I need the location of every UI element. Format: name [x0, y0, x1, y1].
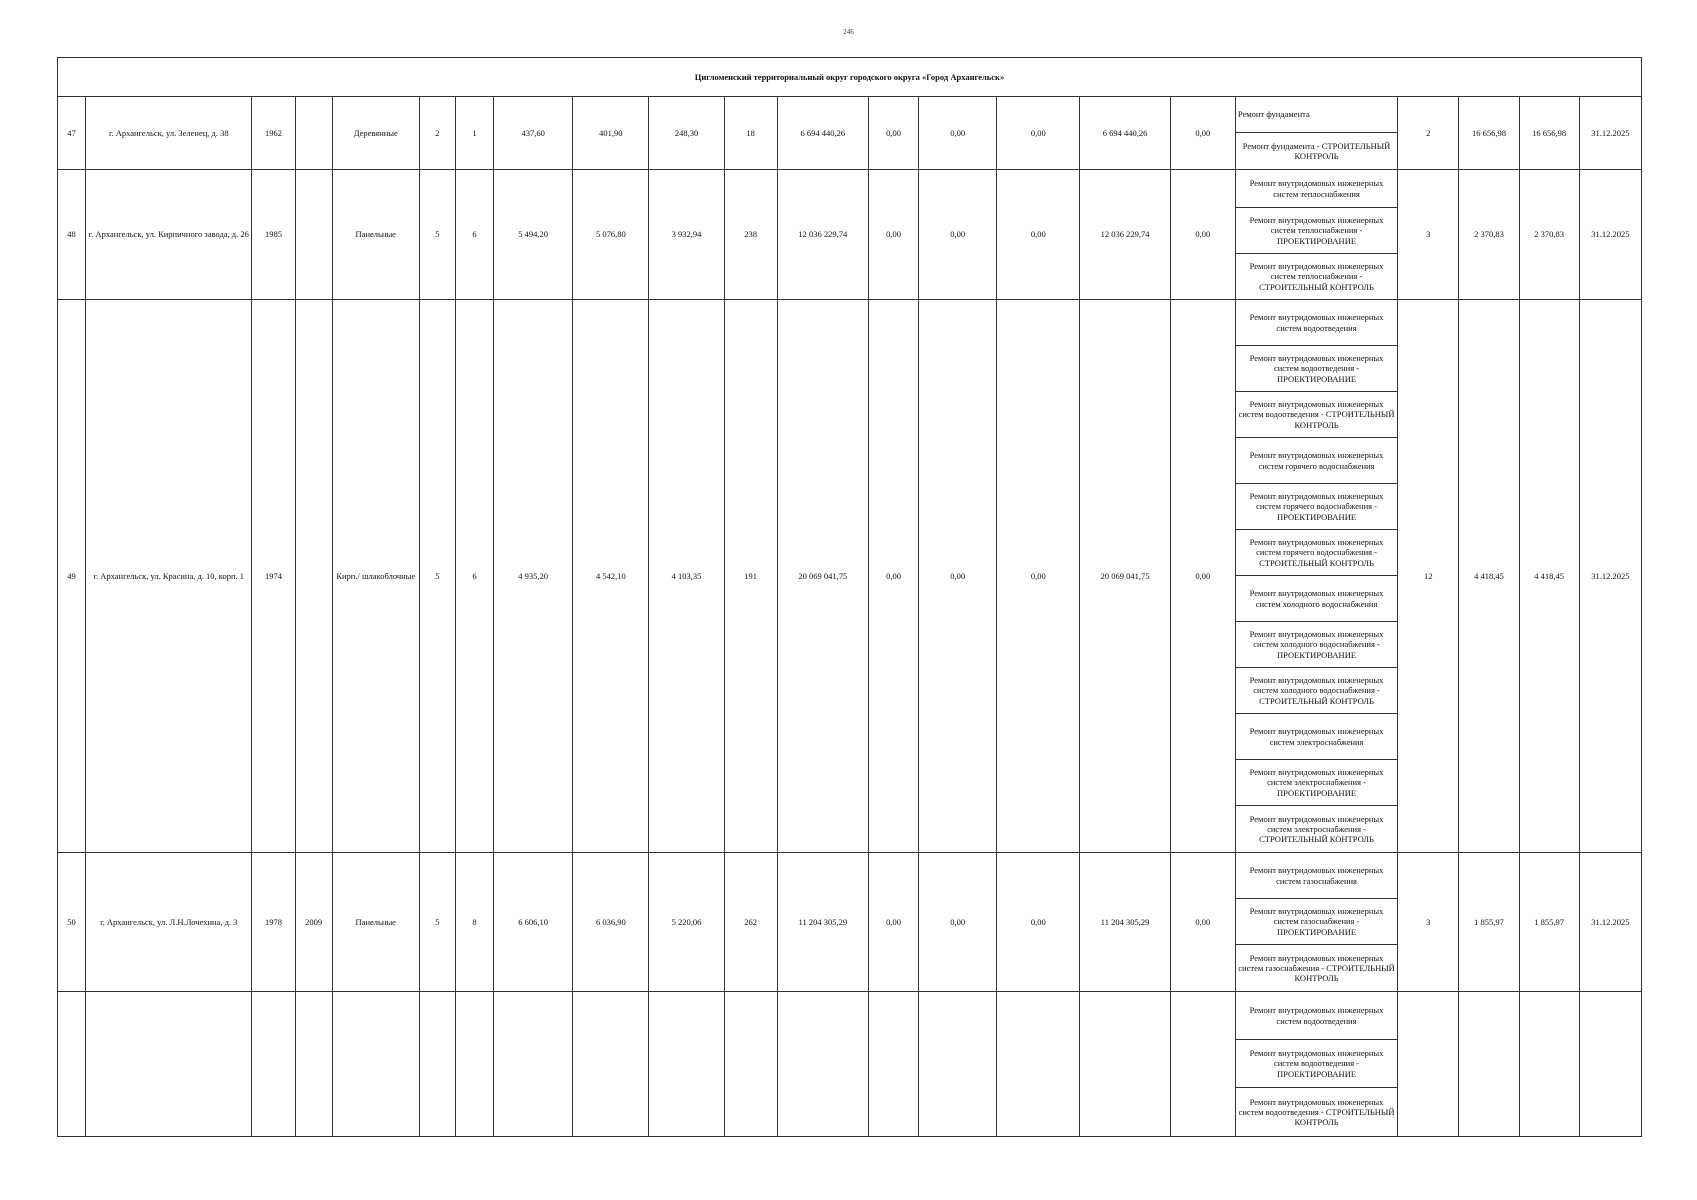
cell-works	[1235, 300, 1397, 853]
cell-year-built: 1974	[252, 300, 295, 853]
work-item: Ремонт внутридомовых инженерных систем водоотведения - СТРОИТЕЛЬНЫЙ КОНТРОЛЬ	[1238, 1096, 1395, 1128]
work-item: Ремонт внутридомовых инженерных систем водоотведения	[1236, 300, 1397, 346]
cell-material: Панельные	[332, 853, 419, 992]
table-row	[58, 97, 1642, 170]
cell-cost-other	[1170, 992, 1235, 1137]
cell-residents: 238	[724, 170, 777, 300]
cell-unit-cost-limit: 1 855,97	[1519, 853, 1579, 992]
cell-cost-other: 0,00	[1170, 170, 1235, 300]
cell-entrances: 6	[455, 170, 493, 300]
cell-works	[1235, 97, 1397, 170]
cell-unit-cost-limit: 4 418,45	[1519, 300, 1579, 853]
cell-material: Деревянные	[332, 97, 419, 170]
cell-cost-local	[997, 992, 1080, 1137]
section-title: Цигломенский территориальный округ городского округа «Город Архангельск»	[58, 58, 1642, 97]
work-item: Ремонт внутридомовых инженерных систем холодного водоснабжения	[1236, 576, 1397, 622]
cell-unit-cost: 16 656,98	[1459, 97, 1519, 170]
work-item: Ремонт фундамента - СТРОИТЕЛЬНЫЙ КОНТРОЛЬ	[1242, 140, 1391, 161]
page-bottom-margin	[0, 1148, 1697, 1200]
cell-cost-fund: 0,00	[868, 97, 918, 170]
cell-area-owned: 248,30	[649, 97, 724, 170]
cell-entrances: 8	[455, 853, 493, 992]
cell-area-owned: 4 103,35	[649, 300, 724, 853]
cell-area-total: 437,60	[494, 97, 573, 170]
cell-cost-fund: 0,00	[868, 300, 918, 853]
cell-deadline: 31.12.2025	[1579, 300, 1641, 853]
work-item: Ремонт внутридомовых инженерных систем водоотведения - СТРОИТЕЛЬНЫЙ КОНТРОЛЬ	[1236, 392, 1397, 438]
work-item: Ремонт внутридомовых инженерных систем газоснабжения	[1236, 853, 1397, 899]
cell-area-total: 5 494,20	[494, 170, 573, 300]
cell-num	[58, 992, 86, 1137]
cell-material	[332, 992, 419, 1137]
cell-cost-owners: 20 069 041,75	[1080, 300, 1170, 853]
cell-cost-region: 0,00	[919, 300, 997, 853]
cell-area-living: 6 036,90	[573, 853, 649, 992]
cell-cost-region: 0,00	[919, 97, 997, 170]
cell-year-overhaul	[295, 97, 332, 170]
cell-residents: 18	[724, 97, 777, 170]
cell-cost-region: 0,00	[919, 853, 997, 992]
cell-address: г. Архангельск, ул. Кирпичного завода, д. 26	[86, 170, 252, 300]
cell-cost-fund	[868, 992, 918, 1137]
cell-num: 50	[58, 853, 86, 992]
cell-entrances: 6	[455, 300, 493, 853]
cell-material: Панельные	[332, 170, 419, 300]
work-item: Ремонт внутридомовых инженерных систем холодного водоснабжения - ПРОЕКТИРОВАНИЕ	[1236, 622, 1397, 668]
work-item: Ремонт фундамента	[1236, 97, 1397, 133]
work-item: Ремонт внутридомовых инженерных систем горячего водоснабжения - ПРОЕКТИРОВАНИЕ	[1236, 484, 1397, 530]
cell-area-total	[494, 992, 573, 1137]
page-number: 246	[843, 28, 854, 36]
cell-unit-cost-limit: 16 656,98	[1519, 97, 1579, 170]
cell-unit-cost-limit: 2 370,83	[1519, 170, 1579, 300]
cell-cost-total: 12 036 229,74	[777, 170, 868, 300]
cell-unit-cost-limit	[1519, 992, 1579, 1137]
cell-deadline	[1579, 992, 1641, 1137]
work-item: Ремонт внутридомовых инженерных систем газоснабжения - СТРОИТЕЛЬНЫЙ КОНТРОЛЬ	[1238, 952, 1395, 984]
cell-work-count	[1398, 992, 1459, 1137]
cell-address	[86, 992, 252, 1137]
cell-address: г. Архангельск, ул. Зеленец, д. 38	[86, 97, 252, 170]
cell-cost-fund: 0,00	[868, 170, 918, 300]
cell-area-living	[573, 992, 649, 1137]
cell-cost-region: 0,00	[919, 170, 997, 300]
cell-area-owned: 5 220,06	[649, 853, 724, 992]
cell-cost-total: 11 204 305,29	[777, 853, 868, 992]
cell-floors: 5	[419, 300, 455, 853]
cell-cost-local: 0,00	[997, 170, 1080, 300]
cell-work-count: 2	[1398, 97, 1459, 170]
cell-floors	[419, 992, 455, 1137]
cell-year-built: 1985	[252, 170, 295, 300]
work-item: Ремонт внутридомовых инженерных систем теплоснабжения - СТРОИТЕЛЬНЫЙ КОНТРОЛЬ	[1249, 261, 1384, 292]
work-item: Ремонт внутридомовых инженерных систем теплоснабжения - ПРОЕКТИРОВАНИЕ	[1236, 208, 1397, 254]
cell-year-built: 1962	[252, 97, 295, 170]
cell-works	[1235, 992, 1397, 1137]
cell-floors: 5	[419, 170, 455, 300]
cell-deadline: 31.12.2025	[1579, 97, 1641, 170]
cell-year-built	[252, 992, 295, 1137]
cell-cost-local: 0,00	[997, 97, 1080, 170]
cell-address: г. Архангельск, ул. Л.Н.Лочехина, д. 3	[86, 853, 252, 992]
cell-year-overhaul	[295, 170, 332, 300]
cell-cost-other: 0,00	[1170, 853, 1235, 992]
cell-area-owned: 3 932,94	[649, 170, 724, 300]
cell-cost-other: 0,00	[1170, 300, 1235, 853]
cell-area-living: 5 076,80	[573, 170, 649, 300]
work-item: Ремонт внутридомовых инженерных систем холодного водоснабжения - СТРОИТЕЛЬНЫЙ КОНТРОЛЬ	[1236, 668, 1397, 714]
cell-residents: 262	[724, 853, 777, 992]
table-row	[58, 300, 1642, 853]
cell-cost-local: 0,00	[997, 853, 1080, 992]
capital-repair-table	[57, 57, 1642, 1137]
cell-entrances: 1	[455, 97, 493, 170]
cell-address: г. Архангельск, ул. Красина, д. 10, корп. 1	[86, 300, 252, 853]
cell-material: Кирп./ шлакоблочные	[332, 300, 419, 853]
section-header-row	[58, 58, 1642, 97]
cell-cost-other: 0,00	[1170, 97, 1235, 170]
cell-unit-cost	[1459, 992, 1519, 1137]
cell-unit-cost: 2 370,83	[1459, 170, 1519, 300]
work-item: Ремонт внутридомовых инженерных систем горячего водоснабжения	[1236, 438, 1397, 484]
cell-cost-region	[919, 992, 997, 1137]
cell-num: 47	[58, 97, 86, 170]
cell-year-built: 1978	[252, 853, 295, 992]
cell-cost-owners: 6 694 440,26	[1080, 97, 1170, 170]
cell-area-total: 6 606,10	[494, 853, 573, 992]
table-row	[58, 170, 1642, 300]
work-item: Ремонт внутридомовых инженерных систем водоотведения	[1236, 992, 1397, 1040]
cell-area-living: 401,90	[573, 97, 649, 170]
cell-cost-owners: 12 036 229,74	[1080, 170, 1170, 300]
cell-cost-total	[777, 992, 868, 1137]
cell-works	[1235, 853, 1397, 992]
work-item: Ремонт внутридомовых инженерных систем электроснабжения - ПРОЕКТИРОВАНИЕ	[1236, 760, 1397, 806]
cell-deadline: 31.12.2025	[1579, 853, 1641, 992]
cell-work-count: 3	[1398, 853, 1459, 992]
work-item: Ремонт внутридомовых инженерных систем теплоснабжения	[1236, 170, 1397, 208]
work-item: Ремонт внутридомовых инженерных систем электроснабжения	[1236, 714, 1397, 760]
cell-year-overhaul	[295, 300, 332, 853]
cell-cost-owners	[1080, 992, 1170, 1137]
cell-residents: 191	[724, 300, 777, 853]
cell-works	[1235, 170, 1397, 300]
cell-work-count: 3	[1398, 170, 1459, 300]
cell-area-total: 4 935,20	[494, 300, 573, 853]
cell-floors: 5	[419, 853, 455, 992]
cell-cost-total: 20 069 041,75	[777, 300, 868, 853]
work-item: Ремонт внутридомовых инженерных систем водоотведения - ПРОЕКТИРОВАНИЕ	[1236, 346, 1397, 392]
cell-num: 48	[58, 170, 86, 300]
cell-cost-total: 6 694 440,26	[777, 97, 868, 170]
cell-area-owned	[649, 992, 724, 1137]
cell-work-count: 12	[1398, 300, 1459, 853]
cell-cost-local: 0,00	[997, 300, 1080, 853]
work-item: Ремонт внутридомовых инженерных систем газоснабжения - ПРОЕКТИРОВАНИЕ	[1236, 899, 1397, 945]
cell-unit-cost: 1 855,97	[1459, 853, 1519, 992]
cell-cost-owners: 11 204 305,29	[1080, 853, 1170, 992]
work-item: Ремонт внутридомовых инженерных систем горячего водоснабжения - СТРОИТЕЛЬНЫЙ КОНТРОЛЬ	[1236, 530, 1397, 576]
cell-year-overhaul	[295, 992, 332, 1137]
cell-residents	[724, 992, 777, 1137]
table-row	[58, 992, 1642, 1137]
cell-cost-fund: 0,00	[868, 853, 918, 992]
cell-year-overhaul: 2009	[295, 853, 332, 992]
table-row	[58, 853, 1642, 992]
work-item: Ремонт внутридомовых инженерных систем водоотведения - ПРОЕКТИРОВАНИЕ	[1236, 1040, 1397, 1088]
work-item: Ремонт внутридомовых инженерных систем электроснабжения - СТРОИТЕЛЬНЫЙ КОНТРОЛЬ	[1249, 813, 1384, 845]
cell-deadline: 31.12.2025	[1579, 170, 1641, 300]
cell-unit-cost: 4 418,45	[1459, 300, 1519, 853]
cell-entrances	[455, 992, 493, 1137]
cell-num: 49	[58, 300, 86, 853]
cell-area-living: 4 542,10	[573, 300, 649, 853]
cell-floors: 2	[419, 97, 455, 170]
